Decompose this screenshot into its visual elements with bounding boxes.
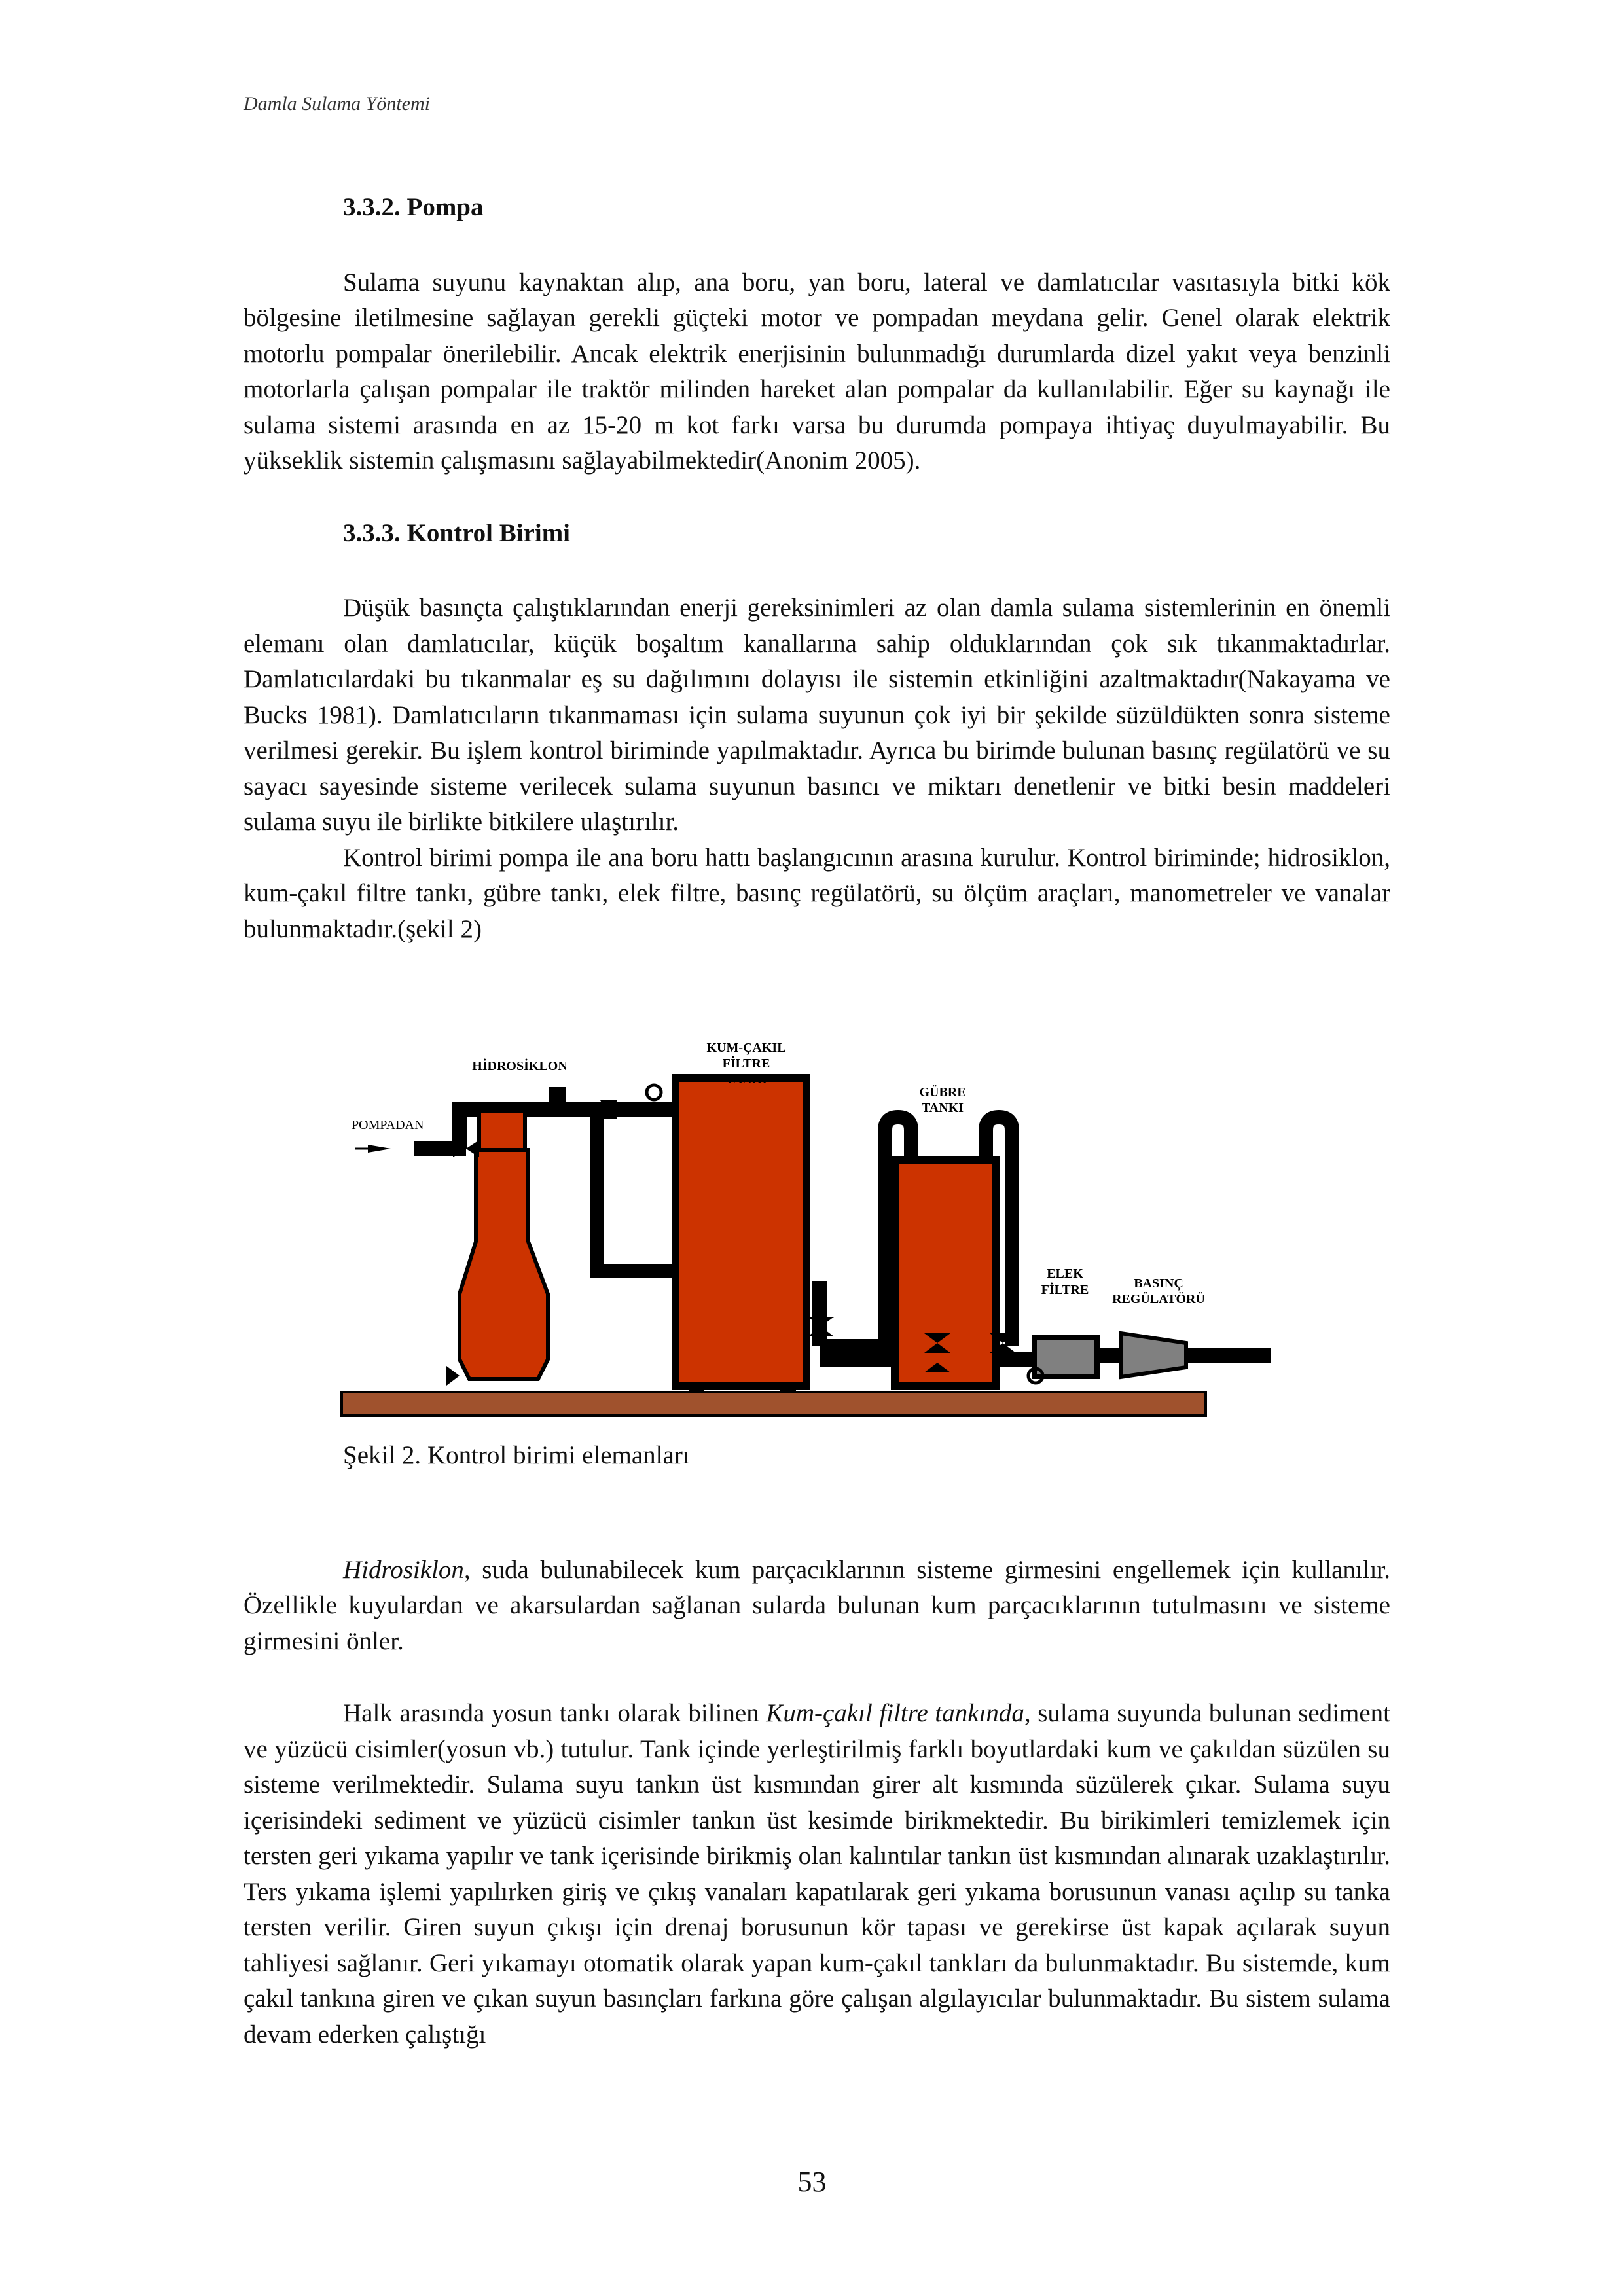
ground-base [342, 1392, 1206, 1416]
label-kum-cakil-1: KUM-ÇAKIL [706, 1041, 786, 1055]
paragraph-pompa: Sulama suyunu kaynaktan alıp, ana boru, yan boru, lateral ve damlatıcılar vasıtasıyla bitki kök bölgesine iletilmesine sağlayan gerekli güçteki motor ve pompadan meydana gelir. Genel olarak elektrik motorlu pompalar önerilebilir. Ancak elektrik enerjisinin bulunmadığı durumlarda dizel yakıt veya benzinli motorlarla çalışan pompalar ile traktör milinden hareket alan pompalar da kullanılabilir. Eğer su kaynağı ile sulama sistemi arasında en az 15-20 m kot farkı varsa bu durumda pompaya ihtiyaç duyulmayabilir. Bu yükseklik sistemin çalışmasını sağlayabilmektedir(Anonim 2005). [244, 268, 1390, 475]
label-gubre-2: TANKI [921, 1101, 964, 1115]
label-basinc-2: REGÜLATÖRÜ [1112, 1292, 1205, 1306]
hydrocyclone-body [460, 1150, 548, 1379]
pressure-regulator [1121, 1333, 1186, 1377]
label-elek-1: ELEK [1047, 1266, 1083, 1281]
figure-control-unit [244, 1019, 1390, 1438]
sand-gravel-tank-leg-left [689, 1384, 704, 1393]
sand-gravel-tank [676, 1078, 806, 1386]
page-content [244, 190, 1390, 2053]
label-pompadan: POMPADAN [352, 1118, 424, 1132]
paragraph-kontrol-2: Kontrol birimi pompa ile ana boru hattı başlangıcının arasına kurulur. Kontrol biriminde; hidrosiklon, kum-çakıl filtre tankı, gübre tankı, elek filtre, basınç regülatörü, su ölçüm araçları, manometreler ve vanalar bulunmaktadır.(şekil 2) [244, 843, 1390, 943]
hydrocyclone-cap [479, 1111, 525, 1150]
paragraph-kum-cakil [244, 1696, 1390, 2053]
running-header: Damla Sulama Yöntemi [244, 93, 430, 115]
term-hidrosiklon: Hidrosiklon, [343, 1555, 471, 1584]
section-heading-pompa: 3.3.2. Pompa [343, 193, 484, 221]
hydrocyclone-top-stub [549, 1087, 566, 1104]
label-kum-cakil-3: TANKI [725, 1072, 768, 1086]
screen-filter [1034, 1337, 1097, 1376]
text-kum-cakil-after: sulama suyunda bulunan sediment ve yüzücü cisimler(yosun vb.) tutulur. Tank içinde yerleştirilmiş farklı boyutlardaki kum ve çakıldan süzülen su sisteme verilmektedir. Sulama suyu tankın üst kısmından girer alt kısmında süzülerek çıkar. Sulama suyu içerisindeki sediment ve yüzücü cisimler tankın üst kesimde birikmektedir. Bu birikimleri temizlemek için tersten geri yıkama yapılır ve tank içerisinde birikmiş olan kalıntılar tankın üst kısmından alınarak uzaklaştırılır. Ters yıkama işlemi yapılırken giriş ve çıkış vanaları kapatılarak geri yıkama borusunun vanası açılıp su tanka tersten verilir. Giren suyun çıkışı için drenaj borusunun kör tapası ve gerekirse üst kapak açılarak suyun tahliyesi sağlanır. Geri yıkamayı otomatik olarak yapan kum-çakıl tankları da bulunmaktadır. Bu sistemde, kum çakıl tankına giren ve çıkan suyun basınçları farkına göre çalışan algılayıcılar bulunmaktadır. Bu sistem sulama devam ederken çalıştığı [244, 1699, 1390, 2049]
section-heading-kontrol: 3.3.3. Kontrol Birimi [343, 518, 571, 547]
text-hidrosiklon: suda bulunabilecek kum parçacıklarının sisteme girmesini engellemek için kullanılır. Özellikle kuyulardan ve akarsulardan sağlanan sularda bulunan kum parçacıklarının tutulmasını ve sisteme girmesini önler. [244, 1555, 1390, 1655]
sand-gravel-tank-leg-right [780, 1384, 796, 1393]
term-kum-cakil: Kum-çakıl filtre tankında, [766, 1699, 1031, 1727]
paragraph-hidrosiklon [244, 1552, 1390, 1660]
label-elek-2: FİLTRE [1041, 1283, 1089, 1297]
figure-caption: Şekil 2. Kontrol birimi elemanları [343, 1441, 690, 1469]
label-hidrosiklon: HİDROSİKLON [472, 1059, 568, 1073]
text-kum-cakil-before: Halk arasında yosun tankı olarak bilinen [343, 1699, 767, 1727]
paragraph-kontrol-1: Düşük basınçta çalıştıklarından enerji gereksinimleri az olan damla sulama sistemlerinin en önemli elemanı olan damlatıcılar, küçük boşaltım kanallarına sahip olduklarından çok sık tıkanmaktadırlar. Damlatıcılardaki bu tıkanmalar eş su dağılımını dolayısı ile sistemin etkinliğini azaltmaktadır(Nakayama ve Bucks 1981). Damlatıcıların tıkanmaması için sulama suyunun çok iyi bir şekilde süzüldükten sonra sisteme verilmesi gerekir. Bu işlem kontrol biriminde yapılmaktadır. Ayrıca bu birimde bulunan basınç regülatörü ve su sayacı sayesinde sisteme verilecek sulama suyunun basıncı ve miktarı denetlenir ve bitki besin maddeleri sulama suyu ile birlikte bitkilere ulaştırılır. [244, 594, 1390, 836]
control-unit-diagram [244, 1019, 1390, 1438]
label-gubre-1: GÜBRE [919, 1085, 966, 1100]
page-number: 53 [797, 2166, 827, 2198]
label-basinc-1: BASINÇ [1134, 1276, 1183, 1291]
label-kum-cakil-2: FİLTRE [722, 1056, 770, 1071]
